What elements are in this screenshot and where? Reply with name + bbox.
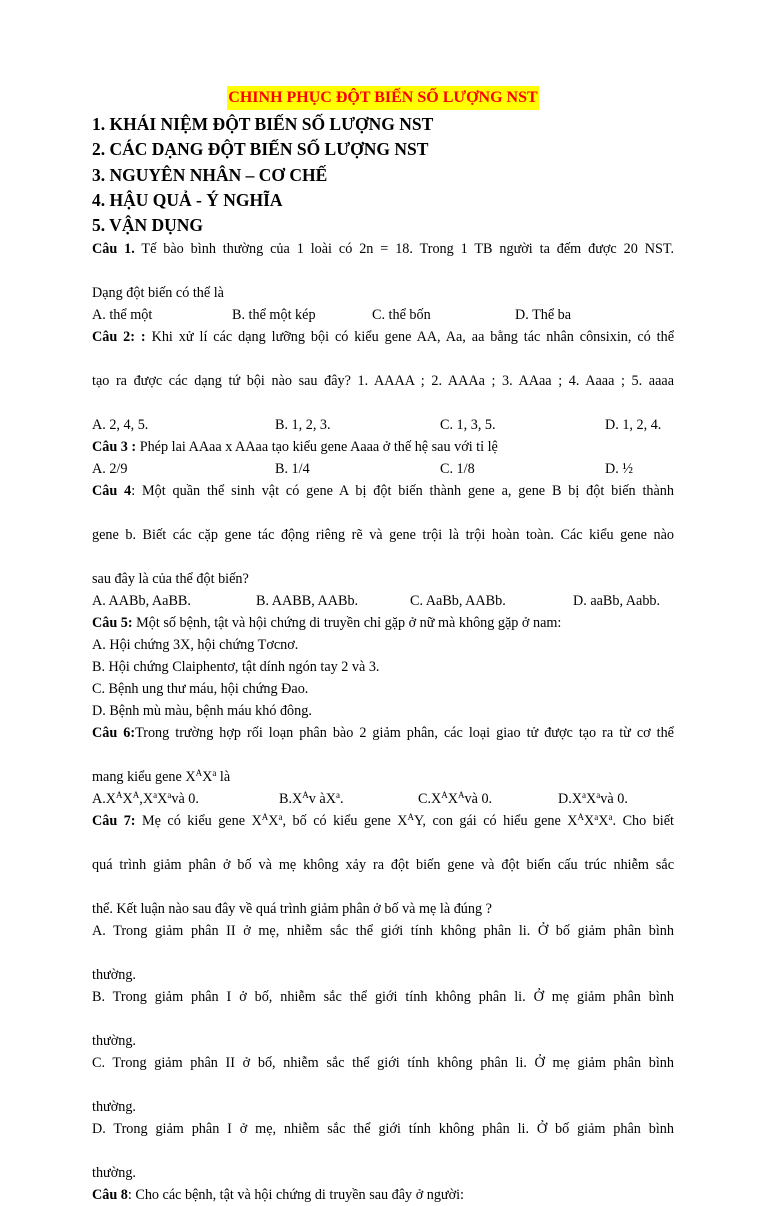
superscript-a: a — [582, 790, 587, 801]
option-c: C. thể bốn — [372, 307, 431, 324]
option-d: D. aaBb, Aabb. — [573, 593, 661, 610]
question-2-text: Khi xử lí các dạng lưỡng bội có kiểu gene AA, Aa, aa bằng tác nhân cônsixin, có thể — [145, 329, 674, 346]
option-d: D. 1, 2, 4. — [605, 417, 662, 434]
question-1-text: Tế bào bình thường của 1 loài có 2n = 18. Trong 1 TB người ta đếm được 20 NST. — [134, 241, 674, 258]
superscript-a: a — [335, 790, 340, 801]
option-d — [558, 788, 628, 810]
question-6-options — [92, 788, 674, 810]
text-run: X — [122, 791, 133, 808]
option-b — [279, 788, 418, 810]
text-run: X — [105, 791, 117, 808]
question-3-text: Phép lai AAaa x AAaa tạo kiểu gene Aaaa ở thế hệ sau với tỉ lệ — [136, 439, 498, 456]
option-c: C. 1/8 — [440, 461, 475, 478]
question-7-line-2: quá trình giảm phân ở bố và mẹ không xảy ra đột biến gene và đột biến cấu trúc nhiễm sắc — [92, 857, 674, 874]
option-a: A. 2, 4, 5. — [92, 417, 149, 434]
option-d: D. Thể ba — [515, 307, 572, 324]
superscript-A: A — [302, 790, 309, 801]
text-run: , — [139, 791, 143, 808]
superscript-A: A — [261, 812, 269, 823]
text-run: X — [584, 813, 595, 830]
text-run: X — [268, 813, 279, 830]
question-2-line-1 — [92, 326, 674, 370]
question-4-line-3: sau đây là của thể đột biến? — [92, 571, 249, 588]
text-run: X — [447, 791, 459, 808]
option-c — [418, 788, 558, 810]
question-3-line-1 — [92, 436, 674, 458]
question-1-number: Câu 1. — [92, 241, 135, 258]
heading-2: 2. CÁC DẠNG ĐỘT BIẾN SỐ LƯỢNG NST — [92, 139, 429, 160]
question-7-line-1 — [92, 810, 674, 854]
question-8-line-1 — [92, 1184, 674, 1206]
question-2-number: Câu 2: : — [92, 329, 146, 346]
text-run: , bố có kiểu gene — [282, 813, 398, 830]
text-run: X — [571, 791, 583, 808]
question-1-line-2: Dạng đột biến có thể là — [92, 285, 224, 302]
text-run: X — [251, 813, 262, 830]
question-4-number: Câu 4 — [92, 483, 132, 500]
text-run: là — [216, 769, 231, 786]
question-2-line-2: tạo ra được các dạng tứ bội nào sau đây? 1. AAAA ; 2. AAAa ; 3. AAaa ; 4. Aaaa ; 5. aaaa — [92, 373, 674, 390]
question-7-answer-b-line-2: thường. — [92, 1033, 136, 1050]
text-run: X — [325, 791, 336, 808]
text-run: v à — [308, 791, 326, 808]
text-run: X — [431, 791, 442, 808]
text-run: . — [339, 791, 344, 808]
option-a: A. thể một — [92, 307, 153, 324]
text-run: X — [567, 813, 578, 830]
text-run: X — [586, 791, 597, 808]
option-b: B. thể một kép — [232, 307, 316, 324]
question-7-answer-a-line-2: thường. — [92, 967, 136, 984]
superscript-a: a — [594, 812, 599, 823]
text-run: . Cho biết — [612, 813, 674, 830]
question-5-answer-c: C. Bệnh ung thư máu, hội chứng Đao. — [92, 681, 309, 698]
question-7-answer-a-line-1: A. Trong giảm phân II ở mẹ, nhiễm sắc thể giới tính không phân li. Ở bố giảm phân bình — [92, 923, 674, 940]
question-7-line-3: thể. Kết luận nào sau đây về quá trình giảm phân ở bố và mẹ là đúng ? — [92, 901, 492, 918]
heading-3: 3. NGUYÊN NHÂN – CƠ CHẾ — [92, 164, 328, 185]
text-run: và 0. — [171, 791, 199, 808]
option-c: C. AaBb, AABb. — [410, 593, 506, 610]
option-label: B. — [279, 791, 293, 808]
question-5-answer-a: A. Hội chứng 3X, hội chứng Tơcnơ. — [92, 637, 299, 654]
question-8-number: Câu 8 — [92, 1187, 128, 1204]
superscript-a: a — [212, 768, 217, 779]
option-a: A. 2/9 — [92, 461, 128, 478]
text-run: X — [397, 813, 408, 830]
option-b: B. AABB, AABb. — [256, 593, 359, 610]
option-label: C. — [418, 791, 432, 808]
option-label: D. — [558, 791, 572, 808]
superscript-a: a — [608, 812, 613, 823]
title-row — [92, 86, 674, 110]
superscript-A: A — [441, 790, 448, 801]
text-run: Y, con gái có hiểu gene — [414, 813, 568, 830]
question-5-number: Câu 5: — [92, 615, 133, 632]
option-d: D. ½ — [605, 461, 633, 478]
option-b: B. 1/4 — [275, 461, 310, 478]
question-5-answer-b: B. Hội chứng Claiphentơ, tật dính ngón tay 2 và 3. — [92, 659, 380, 676]
superscript-A: A — [577, 812, 585, 823]
question-7-answer-b-line-1: B. Trong giảm phân I ở bố, nhiễm sắc thể giới tính không phân li. Ở mẹ giảm phân bình — [92, 989, 674, 1006]
text-run: X — [292, 791, 303, 808]
text-run: X — [142, 791, 154, 808]
question-8-text: : Cho các bệnh, tật và hội chứng di truyền sau đây ở người: — [127, 1187, 465, 1204]
option-label: A. — [92, 791, 106, 808]
option-a — [92, 788, 279, 810]
question-6-text: Trong trường hợp rối loạn phân bào 2 giảm phân, các loại giao tử được tạo ra từ cơ thể — [135, 725, 674, 742]
option-a: A. AABb, AaBB. — [92, 593, 191, 610]
document-content — [92, 86, 674, 1206]
text-run: và 0. — [464, 791, 493, 808]
superscript-A: A — [116, 790, 123, 801]
text-run: X — [202, 769, 213, 786]
question-5-text: Một số bệnh, tật và hội chứng di truyền chỉ gặp ở nữ mà không gặp ở nam: — [132, 615, 562, 632]
heading-4: 4. HẬU QUẢ - Ý NGHĨA — [92, 189, 283, 210]
question-6-line-2 — [92, 766, 674, 788]
question-4-text: : Một quần thể sinh vật có gene A bị đột biến thành gene a, gene B bị đột biến thành — [131, 483, 674, 500]
question-4-line-2: gene b. Biết các cặp gene tác động riêng rẽ và gene trội là trội hoàn toàn. Các kiểu gene nào — [92, 527, 674, 544]
question-7-answer-d-line-2: thường. — [92, 1165, 136, 1182]
text-run: Mẹ có kiểu gene — [135, 813, 252, 830]
text-run: X — [157, 791, 168, 808]
superscript-A: A — [132, 790, 140, 801]
text-run: mang kiểu gene X — [92, 769, 196, 786]
question-7-answer-d-line-1: D. Trong giảm phân I ở mẹ, nhiễm sắc thể giới tính không phân li. Ở bố giảm phân bình — [92, 1121, 674, 1138]
heading-1: 1. KHÁI NIỆM ĐỘT BIẾN SỐ LƯỢNG NST — [92, 114, 434, 134]
text-run: và 0. — [600, 791, 628, 808]
question-5-answer-d: D. Bệnh mù màu, bệnh máu khó đông. — [92, 703, 312, 720]
question-7-answer-c-line-2: thường. — [92, 1099, 136, 1116]
superscript-A: A — [458, 790, 465, 801]
question-4-line-1 — [92, 480, 674, 524]
superscript-a: a — [278, 812, 283, 823]
superscript-a: a — [596, 790, 601, 801]
question-1-line-1 — [92, 238, 674, 282]
question-2-options — [92, 414, 674, 436]
question-5-line-1 — [92, 612, 674, 634]
heading-5: 5. VẬN DỤNG — [92, 215, 203, 236]
question-6-number: Câu 6: — [92, 725, 136, 742]
superscript-A: A — [195, 768, 203, 779]
text-run: X — [598, 813, 609, 830]
document-title: CHINH PHỤC ĐỘT BIẾN SỐ LƯỢNG NST — [227, 86, 538, 110]
question-4-options — [92, 590, 674, 612]
option-c: C. 1, 3, 5. — [440, 417, 496, 434]
option-b: B. 1, 2, 3. — [275, 417, 331, 434]
superscript-a: a — [153, 790, 158, 801]
question-3-options — [92, 458, 674, 480]
question-7-number: Câu 7: — [92, 813, 136, 830]
question-6-line-1 — [92, 722, 674, 766]
question-1-options — [92, 304, 674, 326]
superscript-a: a — [167, 790, 172, 801]
question-7-answer-c-line-1: C. Trong giảm phân II ở bố, nhiễm sắc thể giới tính không phân li. Ở mẹ giảm phân bình — [92, 1055, 674, 1072]
question-3-number: Câu 3 : — [92, 439, 137, 456]
superscript-A: A — [407, 812, 414, 823]
